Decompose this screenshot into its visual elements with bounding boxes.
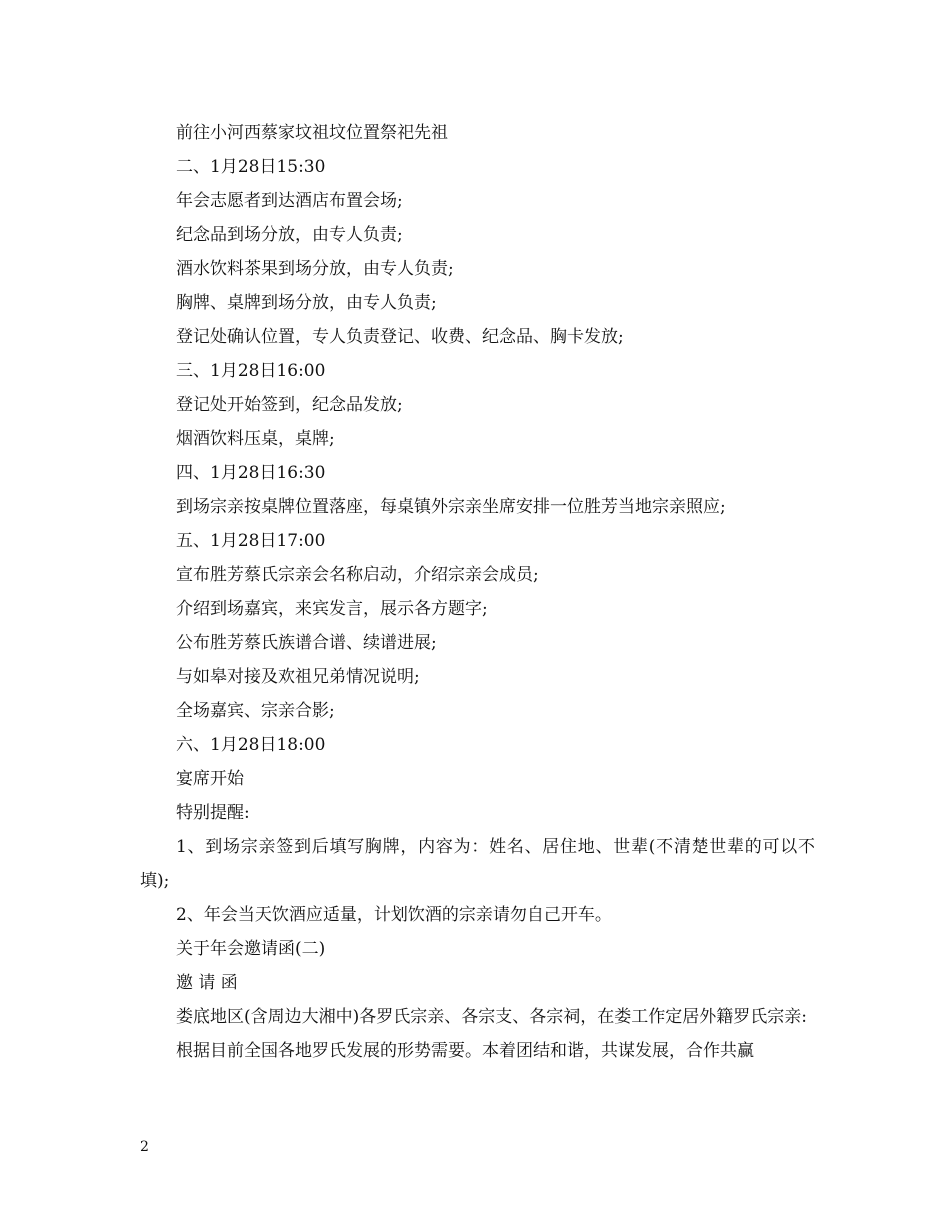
text-line: 公布胜芳蔡氏族谱合谱、续谱进展; (176, 633, 437, 653)
letter-heading: 邀 请 函 (176, 973, 238, 993)
text-line: 胸牌、桌牌到场分放，由专人负责; (176, 293, 437, 313)
text-line: 纪念品到场分放，由专人负责; (176, 225, 403, 245)
letter-paragraph: 根据目前全国各地罗氏发展的形势需要。本着团结和谐，共谋发展，合作共赢 (176, 1041, 754, 1061)
schedule-heading: 二、1月28日15:30 (176, 157, 326, 177)
reminder-paragraph: 1、到场宗亲签到后填写胸牌，内容为：姓名、居住地、世辈(不清楚世辈的可以不填); (140, 837, 815, 891)
schedule-heading: 五、1月28日17:00 (176, 531, 326, 551)
text-line: 烟酒饮料压桌，桌牌; (176, 429, 335, 449)
schedule-heading: 四、1月28日16:30 (176, 463, 326, 483)
page-number: 2 (140, 1139, 149, 1155)
text-line: 登记处确认位置，专人负责登记、收费、纪念品、胸卡发放; (176, 327, 624, 347)
section-title: 关于年会邀请函(二) (176, 939, 326, 959)
page-content (140, 116, 815, 1068)
reminder-heading: 特别提醒: (176, 803, 250, 823)
text-line: 酒水饮料茶果到场分放，由专人负责; (176, 259, 454, 279)
schedule-heading: 三、1月28日16:00 (176, 361, 326, 381)
letter-paragraph: 娄底地区(含周边大湘中)各罗氏宗亲、各宗支、各宗祠，在娄工作定居外籍罗氏宗亲: (176, 1007, 807, 1027)
text-line: 年会志愿者到达酒店布置会场; (176, 191, 403, 211)
text-line: 宴席开始 (176, 769, 244, 789)
text-line: 登记处开始签到，纪念品发放; (176, 395, 403, 415)
schedule-heading: 六、1月28日18:00 (176, 735, 326, 755)
text-line: 与如皋对接及欢祖兄弟情况说明; (176, 667, 420, 687)
text-line: 介绍到场嘉宾，来宾发言，展示各方题字; (176, 599, 488, 619)
text-line: 宣布胜芳蔡氏宗亲会名称启动，介绍宗亲会成员; (176, 565, 539, 585)
reminder-paragraph: 2、年会当天饮酒应适量，计划饮酒的宗亲请勿自己开车。 (176, 905, 612, 925)
text-line: 前往小河西蔡家坟祖坟位置祭祀先祖 (176, 123, 448, 143)
text-line: 到场宗亲按桌牌位置落座，每桌镇外宗亲坐席安排一位胜芳当地宗亲照应; (176, 497, 726, 517)
text-line: 全场嘉宾、宗亲合影; (176, 701, 335, 721)
